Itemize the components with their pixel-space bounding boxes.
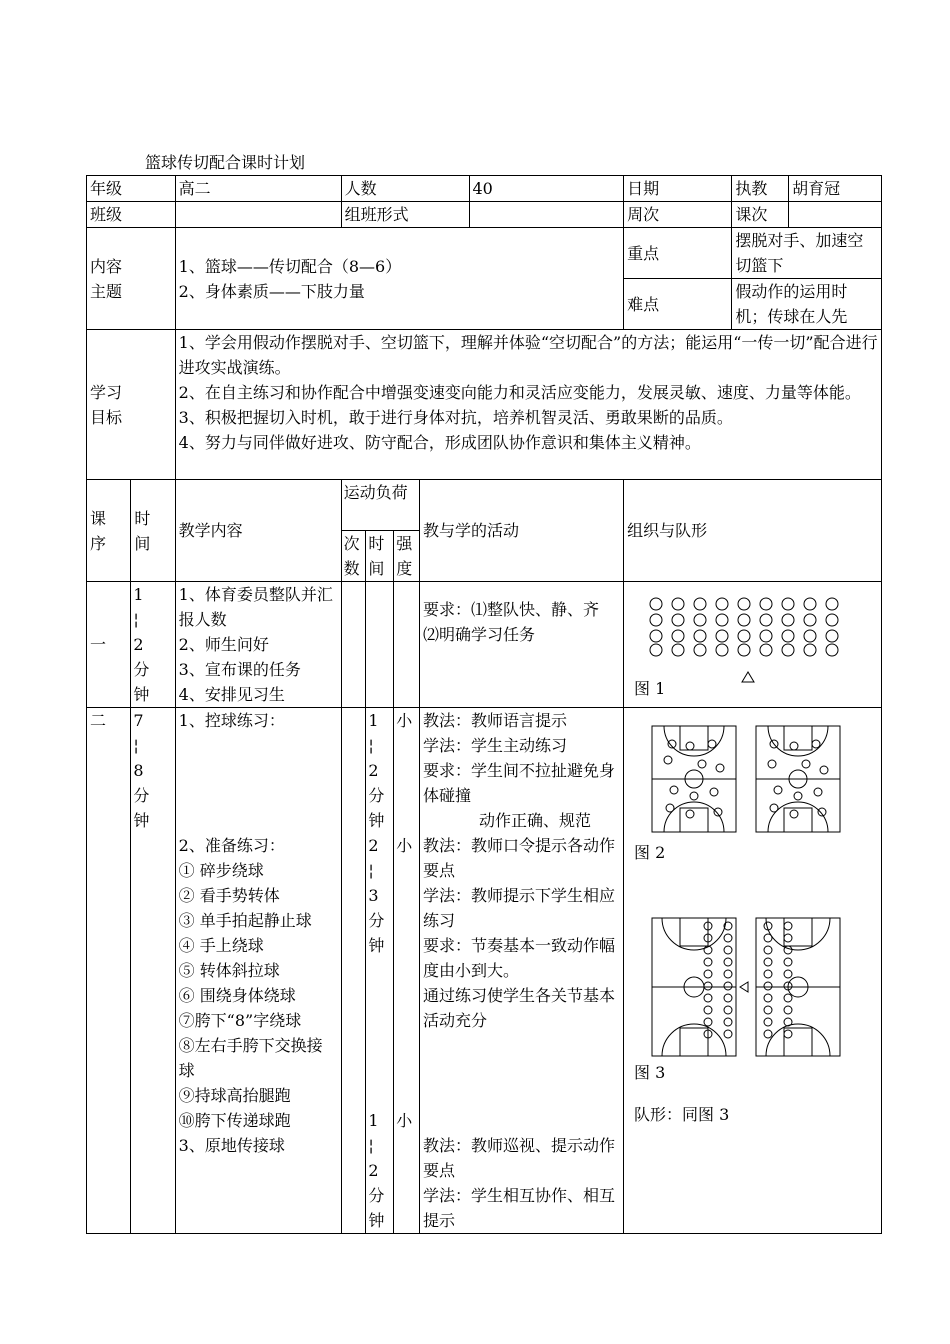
col-reps-2: 数 [343, 559, 360, 578]
content-label-line2: 主题 [90, 281, 123, 301]
section1-order: 一 [87, 582, 131, 708]
dur-char: 分 [368, 911, 385, 930]
dur-char: 2 [368, 1161, 379, 1180]
teacher-label: 执教 [732, 176, 789, 202]
activity-line: 要求：节奏基本一致动作幅度由小到大。 [423, 936, 616, 980]
content-item: ② 看手势转体 [178, 886, 280, 905]
col-reps [341, 531, 366, 582]
lesson-label: 课次 [732, 202, 789, 228]
section2-reps [341, 708, 366, 1234]
activity-line: 要求：学生间不拉扯避免身体碰撞 [423, 761, 616, 805]
goal-item: 3、积极把握切入时机，敢于进行身体对抗，培养机智灵活、勇敢果断的品质。 [178, 408, 733, 427]
class-value [175, 202, 341, 228]
activity-line: ⑵明确学习任务 [423, 625, 536, 644]
time-char: ¦ [133, 736, 139, 755]
dur-char: 分 [368, 1186, 385, 1205]
section2-order: 二 [87, 708, 131, 1234]
content-label-line1: 内容 [90, 256, 123, 276]
court-figure-3 [652, 918, 840, 1056]
class-label: 班级 [87, 202, 176, 228]
section1-organization [624, 582, 882, 708]
col-time [131, 480, 175, 582]
teacher-triangle-icon [740, 982, 748, 992]
content-item: ① 碎步绕球 [178, 861, 264, 880]
col-order [87, 480, 131, 582]
col-dur-2: 间 [368, 559, 385, 578]
dur-char: 1 [368, 711, 379, 730]
court-figures [624, 708, 872, 1128]
activity-line: 动作正确、规范 [479, 811, 592, 830]
activity-line: 教法：教师巡视、提示动作要点 [423, 1136, 616, 1180]
grade-label: 年级 [87, 176, 176, 202]
group-label: 组班形式 [341, 202, 469, 228]
activity-line: 通过练习使学生各关节基本活动充分 [423, 986, 616, 1030]
goal-item: 2、在自主练习和协作配合中增强变速变向能力和灵活应变能力，发展灵敏、速度、力量等体能。 [178, 383, 861, 402]
lesson-plan-table [86, 175, 882, 1234]
figure-2-label: 图 2 [634, 843, 666, 862]
dur-char: ¦ [368, 861, 374, 880]
date-label: 日期 [624, 176, 732, 202]
key-point: 摆脱对手、加速空切篮下 [732, 228, 882, 279]
col-load: 运动负荷 [341, 480, 419, 531]
content-item: ⑨持球高抬腿跑 [178, 1086, 291, 1105]
teacher-value: 胡育冠 [789, 176, 882, 202]
grade-value: 高二 [175, 176, 341, 202]
content-item: 3、原地传接球 [178, 1136, 285, 1155]
section1-duration [366, 582, 394, 708]
content-line-2: 2、身体素质——下肢力量 [178, 281, 365, 301]
activity-line: 要求：⑴整队快、静、齐 [423, 600, 600, 619]
col-order-2: 序 [90, 533, 107, 553]
content-item: ③ 单手拍起静止球 [178, 911, 312, 930]
time-char: 2 [133, 635, 144, 654]
page-title: 篮球传切配合课时计划 [145, 153, 306, 172]
content-line-1: 1、篮球——传切配合（8—6） [178, 256, 402, 276]
time-char: 7 [133, 711, 144, 730]
dur-char: 2 [368, 761, 379, 780]
goals-label-line2: 目标 [90, 407, 123, 427]
dur-char: ¦ [368, 1136, 374, 1155]
section1-reps [341, 582, 366, 708]
difficulty-label: 难点 [624, 279, 732, 330]
content-item: 1、体育委员整队并汇报人数 [178, 585, 333, 629]
formation-figure-1 [624, 582, 872, 704]
content-item: ⑩胯下传递球跑 [178, 1111, 291, 1130]
section2-intensity [394, 708, 420, 1234]
col-time-1: 时 [134, 508, 151, 528]
col-order-1: 课 [90, 508, 107, 528]
time-char: 分 [133, 786, 150, 805]
activity-line: 学法：学生相互协作、相互提示 [423, 1186, 616, 1230]
content-item: ⑧左右手胯下交换接球 [178, 1036, 323, 1080]
activity-line: 教法：教师口令提示各动作要点 [423, 836, 616, 880]
count-value: 40 [469, 176, 624, 202]
content-item: ④ 手上绕球 [178, 936, 264, 955]
student-circles [650, 598, 838, 682]
time-char: 1 [133, 585, 144, 604]
section2-content [175, 708, 341, 1234]
dur-char: 钟 [368, 936, 385, 955]
time-char: 8 [133, 761, 144, 780]
intensity-value: 小 [396, 836, 413, 855]
col-organization: 组织与队形 [624, 480, 882, 582]
col-reps-1: 次 [343, 534, 360, 553]
col-int-2: 度 [396, 559, 413, 578]
section1-activity [420, 582, 624, 708]
content-item: ⑤ 转体斜拉球 [178, 961, 280, 980]
content-item: ⑦胯下“8”字绕球 [178, 1011, 302, 1030]
content-item: 3、宣布课的任务 [178, 660, 301, 679]
dur-char: 3 [368, 886, 379, 905]
difficulty: 假动作的运用时机；传球在人先 [732, 279, 882, 330]
col-time-2: 间 [134, 533, 151, 553]
goals-list [175, 330, 881, 480]
time-char: ¦ [133, 610, 139, 629]
activity-line: 学法：学生主动练习 [423, 736, 568, 755]
section1-content [175, 582, 341, 708]
section2-activity [420, 708, 624, 1234]
section2-time [131, 708, 175, 1234]
figure-1-label: 图 1 [634, 679, 666, 698]
time-char: 钟 [133, 811, 150, 830]
dur-char: 钟 [368, 811, 385, 830]
content-item: ⑥ 围绕身体绕球 [178, 986, 296, 1005]
dur-char: 钟 [368, 1211, 385, 1230]
content-theme-label [87, 228, 176, 330]
dur-char: 分 [368, 786, 385, 805]
activity-line: 教法：教师语言提示 [423, 711, 568, 730]
content-item: 1、控球练习： [178, 711, 285, 730]
group-value [469, 202, 624, 228]
content-item: 4、安排见习生 [178, 685, 285, 704]
section2-organization [624, 708, 882, 1234]
court-figure-2 [652, 726, 840, 832]
time-char: 钟 [133, 685, 150, 704]
section2-duration [366, 708, 394, 1234]
col-intensity [394, 531, 420, 582]
goal-item: 1、学会用假动作摆脱对手、空切篮下，理解并体验“空切配合”的方法；能运用“一传一切”配合进行进攻实战演练。 [178, 333, 878, 377]
time-char: 分 [133, 660, 150, 679]
figure-3-label: 图 3 [634, 1063, 666, 1082]
goals-label-line1: 学习 [90, 382, 123, 402]
content-item: 2、准备练习： [178, 836, 285, 855]
content-theme [175, 228, 624, 330]
week-label: 周次 [624, 202, 732, 228]
section1-time [131, 582, 175, 708]
goals-label [87, 330, 176, 480]
dur-char: ¦ [368, 736, 374, 755]
content-item: 2、师生问好 [178, 635, 269, 654]
col-activity: 教与学的活动 [420, 480, 624, 582]
section1-intensity [394, 582, 420, 708]
activity-line: 学法：教师提示下学生相应练习 [423, 886, 616, 930]
lesson-value [789, 202, 882, 228]
dur-char: 1 [368, 1111, 379, 1130]
dur-char: 2 [368, 836, 379, 855]
key-point-label: 重点 [624, 228, 732, 279]
col-duration [366, 531, 394, 582]
teacher-triangle-icon [742, 672, 754, 682]
col-int-1: 强 [396, 534, 413, 553]
col-dur-1: 时 [368, 534, 385, 553]
goal-item: 4、努力与同伴做好进攻、防守配合，形成团队协作意识和集体主义精神。 [178, 433, 701, 452]
formation-note: 队形：同图 3 [634, 1105, 730, 1124]
intensity-value: 小 [396, 1111, 413, 1130]
col-content: 教学内容 [175, 480, 341, 582]
intensity-value: 小 [396, 711, 413, 730]
count-label: 人数 [341, 176, 469, 202]
